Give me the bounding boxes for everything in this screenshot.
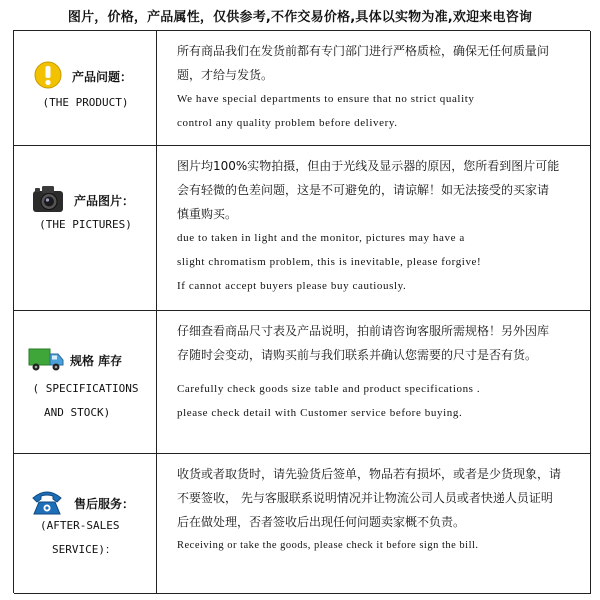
description-en-line: Carefully check goods size table and product specifications . <box>177 383 481 395</box>
description-zh-line: 所有商品我们在发货前都有专门部门进行严格质检，确保无任何质量问 <box>177 44 550 58</box>
description-zh-line: 收货或者取货时，请先验货后签单，物品若有损坏，或者是少货现象，请 <box>177 467 562 481</box>
description-zh-line: 不要签收， 先与客服联系说明情况并让物流公司人员或者快递人员证明 <box>177 491 553 505</box>
description-zh-line: 图片均100%实物拍摄，但由于光线及显示器的原因，您所看到图片可能 <box>177 159 560 173</box>
category-title-en: (THE PICTURES) <box>39 218 132 231</box>
description-zh-line: 仔细查看商品尺寸表及产品说明，拍前请咨询客服所需规格！另外因库 <box>177 324 550 338</box>
description-cell <box>157 311 591 453</box>
description-zh-line: 慎重购买。 <box>177 207 238 221</box>
description-en-line: slight chromatism problem, this is inevitable, please forgive! <box>177 256 482 268</box>
info-table <box>13 30 590 593</box>
truck-icon <box>28 345 64 376</box>
category-title-en: SERVICE)： <box>52 543 116 556</box>
table-row-specifications <box>14 311 591 454</box>
category-cell <box>14 454 157 593</box>
category-title-en: (THE PRODUCT) <box>42 96 129 109</box>
page-header: 图片，价格，产品属性，仅供参考,不作交易价格,具体以实物为准,欢迎来电咨询 <box>67 9 533 25</box>
category-title-en: (AFTER-SALES <box>40 519 120 532</box>
table-row-product <box>14 31 591 146</box>
description-en-line: control any quality problem before delivery. <box>177 117 398 129</box>
description-cell <box>157 31 591 145</box>
description-cell <box>157 454 591 593</box>
category-title-zh: 规格 库存 <box>70 354 123 368</box>
category-title-en: AND STOCK) <box>44 406 111 419</box>
description-en-line: If cannot accept buyers please buy cautiously. <box>177 280 407 292</box>
description-en-line: due to taken in light and the monitor, pictures may have a <box>177 232 465 244</box>
category-title-en: ( SPECIFICATIONS <box>32 382 139 395</box>
category-title-zh: 产品图片： <box>74 194 135 208</box>
description-en-line: please check detail with Customer service before buying. <box>177 407 463 419</box>
description-en-line: Receiving or take the goods, please check it before sign the bill. <box>177 540 479 551</box>
category-title-zh: 产品问题： <box>72 70 133 84</box>
exclamation-icon <box>34 61 62 92</box>
category-cell <box>14 146 157 310</box>
category-title-zh: 售后服务： <box>74 497 135 511</box>
description-zh-line: 会有轻微的色差问题，这是不可避免的，请谅解！如无法接受的买家请 <box>177 183 550 197</box>
description-zh-line: 存随时会变动，请购买前与我们联系并确认您需要的尺寸是否有货。 <box>177 348 538 362</box>
category-cell <box>14 31 157 145</box>
description-zh-line: 题，才给与发货。 <box>177 68 274 82</box>
description-en-line: We have special departments to ensure that no strict quality <box>177 93 475 105</box>
table-row-after-sales <box>14 454 591 594</box>
description-zh-line: 后在做处理，否者签收后出现任何问题卖家概不负责。 <box>177 515 466 529</box>
description-cell <box>157 146 591 310</box>
category-cell <box>14 311 157 453</box>
table-row-pictures <box>14 146 591 311</box>
